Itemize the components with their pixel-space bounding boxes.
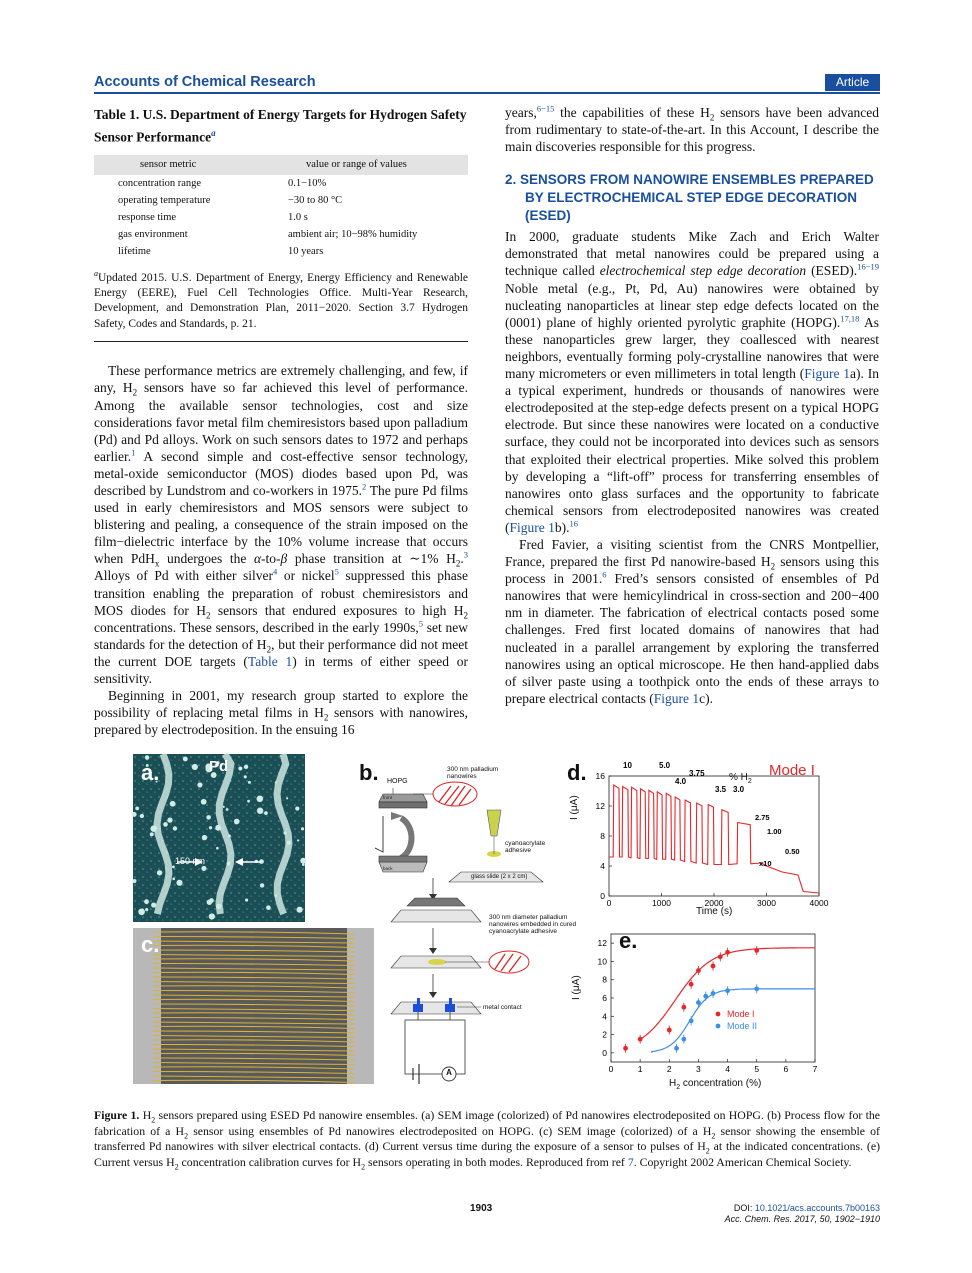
table-row bbox=[94, 209, 468, 226]
nanoparticle bbox=[132, 812, 137, 817]
nanoparticle bbox=[260, 883, 264, 887]
nanoparticle bbox=[227, 862, 231, 866]
figure-1 bbox=[133, 754, 829, 1094]
table-cell: response time bbox=[118, 211, 177, 223]
nanoparticle bbox=[275, 781, 277, 783]
nanoparticle bbox=[226, 808, 229, 811]
pulse-annotation: x10 bbox=[759, 859, 772, 868]
data-point bbox=[689, 1018, 694, 1023]
table-cell: −30 to 80 °C bbox=[288, 194, 343, 206]
x-tick-label: 4 bbox=[725, 1064, 730, 1074]
header-rule bbox=[94, 92, 880, 94]
nanoparticle bbox=[201, 866, 206, 871]
legend-label: Mode I bbox=[727, 1009, 755, 1019]
data-point bbox=[681, 1037, 686, 1042]
nanoparticle bbox=[145, 908, 148, 911]
data-point bbox=[696, 1000, 701, 1005]
panel-label-b: b. bbox=[359, 760, 379, 785]
chart-d-ylabel: I (μA) bbox=[569, 795, 580, 820]
x-tick-label: 7 bbox=[812, 1064, 818, 1074]
y-tick-label: 12 bbox=[595, 801, 605, 811]
panel-b-hopg: HOPG bbox=[387, 778, 408, 785]
data-point bbox=[696, 968, 701, 973]
nanoparticle bbox=[238, 767, 242, 771]
y-tick-label: 6 bbox=[602, 993, 607, 1003]
legend-marker bbox=[716, 1012, 721, 1017]
data-point bbox=[725, 950, 730, 955]
pulse-annotation: 0.50 bbox=[785, 847, 800, 856]
data-point bbox=[754, 948, 759, 953]
nanoparticle bbox=[206, 815, 211, 820]
nanoparticle bbox=[138, 908, 145, 915]
table-header: sensor metric bbox=[94, 155, 288, 175]
table-cell: operating temperature bbox=[118, 194, 211, 206]
nanoparticle bbox=[135, 807, 139, 811]
right-column bbox=[505, 104, 879, 707]
panel-b-slide: glass slide (2 x 2 cm) bbox=[471, 874, 528, 880]
y-tick-label: 4 bbox=[602, 1011, 607, 1022]
nanoparticle bbox=[216, 847, 219, 850]
left-column bbox=[94, 104, 468, 738]
pulse-annotation: 5.0 bbox=[659, 761, 671, 770]
ref-link[interactable]: 7 bbox=[627, 1154, 634, 1169]
table-row bbox=[94, 243, 468, 260]
doi-block: DOI: 10.1021/acs.accounts.7b00163 Acc. Chem. Res. 2017, 50, 1902−1910 bbox=[724, 1203, 880, 1224]
article-badge: Article bbox=[825, 74, 880, 91]
nanoparticle bbox=[151, 902, 156, 907]
body-text-right-top: years,$^{6-15}$ the capabilities of these $H_2$ sensors have been advanced from rudimentary to state-of-the-art. In this Account, I describe the main discoveries responsible for this progress. bbox=[505, 103, 880, 155]
targets-table bbox=[94, 155, 468, 260]
panel-b-nanowires: 300 nm palladium nanowires bbox=[447, 766, 499, 780]
panel-a-scale: 150 nm bbox=[175, 856, 206, 866]
nanoparticle bbox=[209, 913, 215, 919]
y-tick-label: 2 bbox=[602, 1029, 607, 1040]
nanoparticle bbox=[302, 863, 305, 866]
panel-b-adhesive: cyanoacrylate adhesive bbox=[505, 840, 546, 854]
nanoparticle bbox=[287, 841, 291, 845]
x-tick-label: 0 bbox=[606, 898, 612, 908]
panel-b-embedded: 300 nm diameter palladium nanowires embedded in cured cyanoacrylate adhesive bbox=[489, 914, 577, 935]
chart-calibration bbox=[563, 922, 826, 1094]
x-tick-label: 3 bbox=[696, 1064, 701, 1074]
ammeter-label: A bbox=[446, 1068, 452, 1077]
nanoparticle bbox=[192, 764, 198, 770]
table-row bbox=[94, 226, 468, 243]
panel-label-e: e. bbox=[619, 928, 638, 953]
section-heading: 2. SENSORS FROM NANOWIRE ENSEMBLES PREPARED BY ELECTROCHEMICAL STEP EDGE DECORATION (ESED) bbox=[505, 172, 874, 224]
y-tick-label: 0 bbox=[600, 891, 605, 901]
data-point bbox=[711, 964, 716, 969]
table-cell: concentration range bbox=[118, 177, 202, 189]
nanoparticle bbox=[209, 826, 212, 829]
nanoparticle bbox=[300, 858, 306, 864]
nanoparticle bbox=[173, 826, 177, 830]
nanoparticle bbox=[215, 825, 221, 831]
nanoparticle bbox=[172, 878, 175, 881]
y-tick-label: 10 bbox=[597, 956, 607, 967]
page-number: 1903 bbox=[470, 1203, 493, 1214]
data-point bbox=[638, 1037, 643, 1042]
table-title: Table 1. U.S. Department of Energy Targets for Hydrogen Safety Sensor Performance$^a$ bbox=[94, 107, 467, 145]
data-point bbox=[674, 1046, 679, 1051]
panel-b-back: back bbox=[383, 866, 393, 871]
nanoparticle bbox=[140, 814, 144, 818]
nanoparticle bbox=[257, 808, 263, 814]
data-point bbox=[718, 954, 723, 959]
sem-image-c bbox=[133, 928, 374, 1084]
nanoparticle bbox=[201, 799, 207, 805]
panel-c bbox=[133, 928, 374, 1084]
nanoparticle bbox=[284, 832, 287, 835]
nanoparticle bbox=[295, 807, 299, 811]
panel-label-a: a. bbox=[141, 760, 160, 785]
body-text-right: In 2000, graduate students Mike Zach and Erich Walter demonstrated that metal nanowires could be prepared using a technique called electrochemical step edge decoration (ESED).$^{16-19}$ Noble metal (e.g., Pt, Pd, Au) nanowires were obtained by nucleating nanoparticles at linear step edge defects located on the (0001) plane of highly oriented pyrolytic graphite (HOPG).$^{17,18}$ As these nanoparticles grew larger, they coallesced with nearest neighbors, eventually forming poly-crystalline nanowires that were many micrometers or even millimeters in total length (Figure 1a). In a typical experiment, hundreds or thousands of nanowires were electrodeposited at the step-edge defects present on a typical HOPG electrode. But since these nanowires were located on a conductive surface, they could not be incorporated into devices such as sensors that exploited their electrical properties. Mike solved this problem by developing a “lift-off” process for transferring ensembles of nanowires onto glass surfaces and the opportunity to fabricate chemical sensors from electrodeposited nanowires was created (Figure 1b).$^{16}$ Fred Favier, a visiting scientist from the CNRS Montpellier, France, prepared the first Pd nanowire-based $H_2$ sensors using this process in 2001.$^6$ Fred’s sensors consisted of ensembles of Pd nanowires that were hemicylindrical in cross-section and 200−400 nm in diameter. The fabrication of electrical contacts posed some challenges. Fred first located domains of nanowires that had nucleated in a parallel arrangement by exploring the transferred nanowires using an optical microscope. He then hand-applied dabs of silver paste using a toothpick onto the ends of these arrays to prepare electrical contacts (Figure 1c). bbox=[505, 229, 880, 706]
nanoparticle bbox=[297, 839, 299, 841]
nanoparticle bbox=[170, 801, 176, 807]
data-point bbox=[667, 1028, 672, 1033]
table-footnote: $^a$Updated 2015. U.S. Department of Energy, Energy Efficiency and Renewable Energy (EERE), Fuel Cell Technologies Office. Multi-Year Research, Development, and Demonstration Plan, 2011−2020. Section 3.7 Hydrogen Safety, Codes and Standards, p. 21. bbox=[94, 266, 468, 343]
x-tick-label: 3000 bbox=[757, 898, 776, 908]
x-tick-label: 5 bbox=[754, 1064, 760, 1074]
nanoparticle bbox=[216, 904, 221, 909]
nanoparticle bbox=[167, 817, 172, 822]
nanoparticle bbox=[247, 800, 250, 803]
panel-label-c: c. bbox=[141, 932, 160, 957]
nanoparticle bbox=[223, 806, 225, 808]
data-point bbox=[725, 988, 730, 993]
nanoparticle bbox=[244, 765, 248, 769]
journal-title: Accounts of Chemical Research bbox=[94, 74, 316, 90]
x-tick-label: 6 bbox=[783, 1064, 789, 1074]
nanoparticle bbox=[257, 796, 264, 803]
table-header: value or range of values bbox=[288, 155, 468, 175]
y-tick-label: 8 bbox=[602, 974, 607, 985]
nanoparticle bbox=[286, 797, 288, 799]
x-tick-label: 2 bbox=[666, 1064, 672, 1074]
x-tick-label: 1 bbox=[637, 1064, 643, 1074]
x-tick-label: 0 bbox=[608, 1064, 614, 1074]
y-tick-label: 16 bbox=[595, 771, 605, 781]
chart-e-ylabel: I (μA) bbox=[571, 975, 582, 1000]
nanoparticle bbox=[183, 757, 188, 762]
nanoparticle bbox=[197, 782, 202, 787]
table-cell: lifetime bbox=[118, 245, 151, 257]
legend-marker bbox=[716, 1024, 721, 1029]
nanoparticle bbox=[244, 775, 247, 778]
chart-d-xlabel: Time (s) bbox=[696, 906, 733, 917]
doi-link[interactable]: 10.1021/acs.accounts.7b00163 bbox=[754, 1203, 880, 1213]
pulse-annotation: 3.5 bbox=[715, 785, 727, 794]
nanoparticle bbox=[144, 899, 149, 904]
chart-d-h2-label: % $H_2$ bbox=[729, 772, 752, 785]
y-tick-label: 4 bbox=[600, 861, 605, 871]
data-point bbox=[703, 994, 708, 999]
panel-d bbox=[563, 754, 829, 919]
body-text-left: These performance metrics are extremely challenging, and few, if any, $H_2$ sensors have so far achieved this level of performance. Among the available sensor technologies, cost and size considerations favor metal film chemiresistors based upon palladium (Pd) and Pd alloys. Work on such sensors dates to 1972 and perhaps earlier.$^1$ A second simple and cost-effective sensor technology, metal-oxide semiconductor (MOS) diodes based upon Pd, was described by Lundstrom and co-workers in 1975.$^2$ The pure Pd films used in early chemiresistors and MOS sensors were subject to blistering and pealing, a consequence of the strain imposed on the film−dielectric interface by the 10% volume increase that occurs when PdH$_x$ undergoes the α-to-β phase transition at ∼1% $H_2.^3$ Alloys of Pd with either silver$^4$ or nickel$^5$ suppressed this phase transition enabling the preparation of robust chemiresistors and MOS diodes for $H_2$ sensors that endured exposures to high $H_2$ concentrations. These sensors, described in the early 1990s,$^5$ set new standards for the detection of $H_2$, but their performance did not meet the current DOE targets (Table 1) in terms of either speed or sensitivity. Beginning in 2001, my research group started to explore the possibility of replacing metal films in $H_2$ sensors with nanowires, prepared by electrodeposition. In the ensuing 16 bbox=[94, 363, 469, 738]
chart-e-xlabel: $H_2$ concentration (%) bbox=[669, 1078, 762, 1091]
nanoparticle bbox=[234, 819, 240, 825]
chart-d-legend: Mode I bbox=[769, 762, 815, 779]
nanoparticle bbox=[228, 834, 231, 837]
pulse-annotation: 1.00 bbox=[767, 827, 782, 836]
data-point bbox=[711, 991, 716, 996]
nanoparticle bbox=[163, 822, 168, 827]
x-tick-label: 4000 bbox=[809, 898, 829, 908]
panel-b-contact: metal contact bbox=[483, 1004, 522, 1011]
nanoparticle bbox=[264, 811, 268, 815]
nanoparticle bbox=[245, 899, 248, 902]
nanoparticle bbox=[132, 879, 136, 883]
table-cell: 0.1−10% bbox=[288, 177, 327, 189]
panel-b bbox=[353, 754, 578, 1089]
panel-a-element: Pd bbox=[209, 758, 229, 775]
table-cell: ambient air; 10−98% humidity bbox=[288, 228, 418, 240]
table-cell: 10 years bbox=[288, 245, 324, 257]
table-cell: 1.0 s bbox=[288, 211, 308, 223]
table-row bbox=[94, 192, 468, 209]
series-line-mode-i bbox=[609, 785, 819, 893]
citation: Acc. Chem. Res. 2017, 50, 1902−1910 bbox=[724, 1214, 880, 1224]
table-cell: gas environment bbox=[118, 228, 188, 240]
data-point bbox=[623, 1046, 628, 1051]
pulse-annotation: 4.0 bbox=[675, 777, 687, 786]
panel-b-front: front bbox=[383, 795, 393, 800]
data-point bbox=[689, 982, 694, 987]
panel-label-d: d. bbox=[567, 760, 587, 785]
nanoparticle bbox=[301, 827, 304, 830]
pulse-annotation: 10 bbox=[623, 761, 632, 770]
x-tick-label: 2000 bbox=[704, 898, 724, 908]
nanoparticle bbox=[275, 894, 278, 897]
table-row bbox=[94, 175, 468, 192]
pulse-annotation: 3.75 bbox=[689, 769, 705, 778]
legend-label: Mode II bbox=[727, 1021, 758, 1031]
nanoparticle bbox=[296, 907, 302, 913]
table-header-row bbox=[94, 155, 468, 175]
nanoparticle bbox=[150, 832, 154, 836]
nanoparticle bbox=[157, 870, 162, 875]
data-point bbox=[754, 986, 759, 991]
x-tick-label: 1000 bbox=[652, 898, 671, 908]
panel-e bbox=[563, 922, 826, 1094]
nanoparticle bbox=[207, 900, 212, 905]
nanoparticle bbox=[266, 905, 271, 910]
nanoparticle bbox=[150, 825, 157, 832]
pulse-annotation: 3.0 bbox=[733, 785, 745, 794]
data-point bbox=[681, 1005, 686, 1010]
y-tick-label: 0 bbox=[602, 1047, 607, 1058]
pulse-annotation: 2.75 bbox=[755, 813, 770, 822]
panel-a bbox=[133, 754, 305, 922]
nanoparticle bbox=[202, 835, 207, 840]
y-tick-label: 12 bbox=[597, 938, 607, 949]
y-tick-label: 8 bbox=[600, 831, 605, 841]
figure-caption: Figure 1. $H_2$ sensors prepared using ESED Pd nanowire ensembles. (a) SEM image (colorized) of Pd nanowires electrodeposited on HOPG. (b) Process flow for the fabrication of a $H_2$ sensor using ensembles of Pd nanowires electrodeposited on HOPG. (c) SEM image (colorized) of a $H_2$ sensor showing the ensemble of transferred Pd nanowires with silver electrical contacts. (d) Current versus time during the exposure of a sensor to pulses of $H_2$ at the indicated concentrations. (e) Current versus $H_2$ concentration calibration curves for $H_2$ sensors operating in both modes. Reproduced from ref 7. Copyright 2002 American Chemical Society. bbox=[94, 1108, 880, 1172]
nanoparticle bbox=[176, 880, 182, 886]
nanoparticle bbox=[248, 781, 251, 784]
